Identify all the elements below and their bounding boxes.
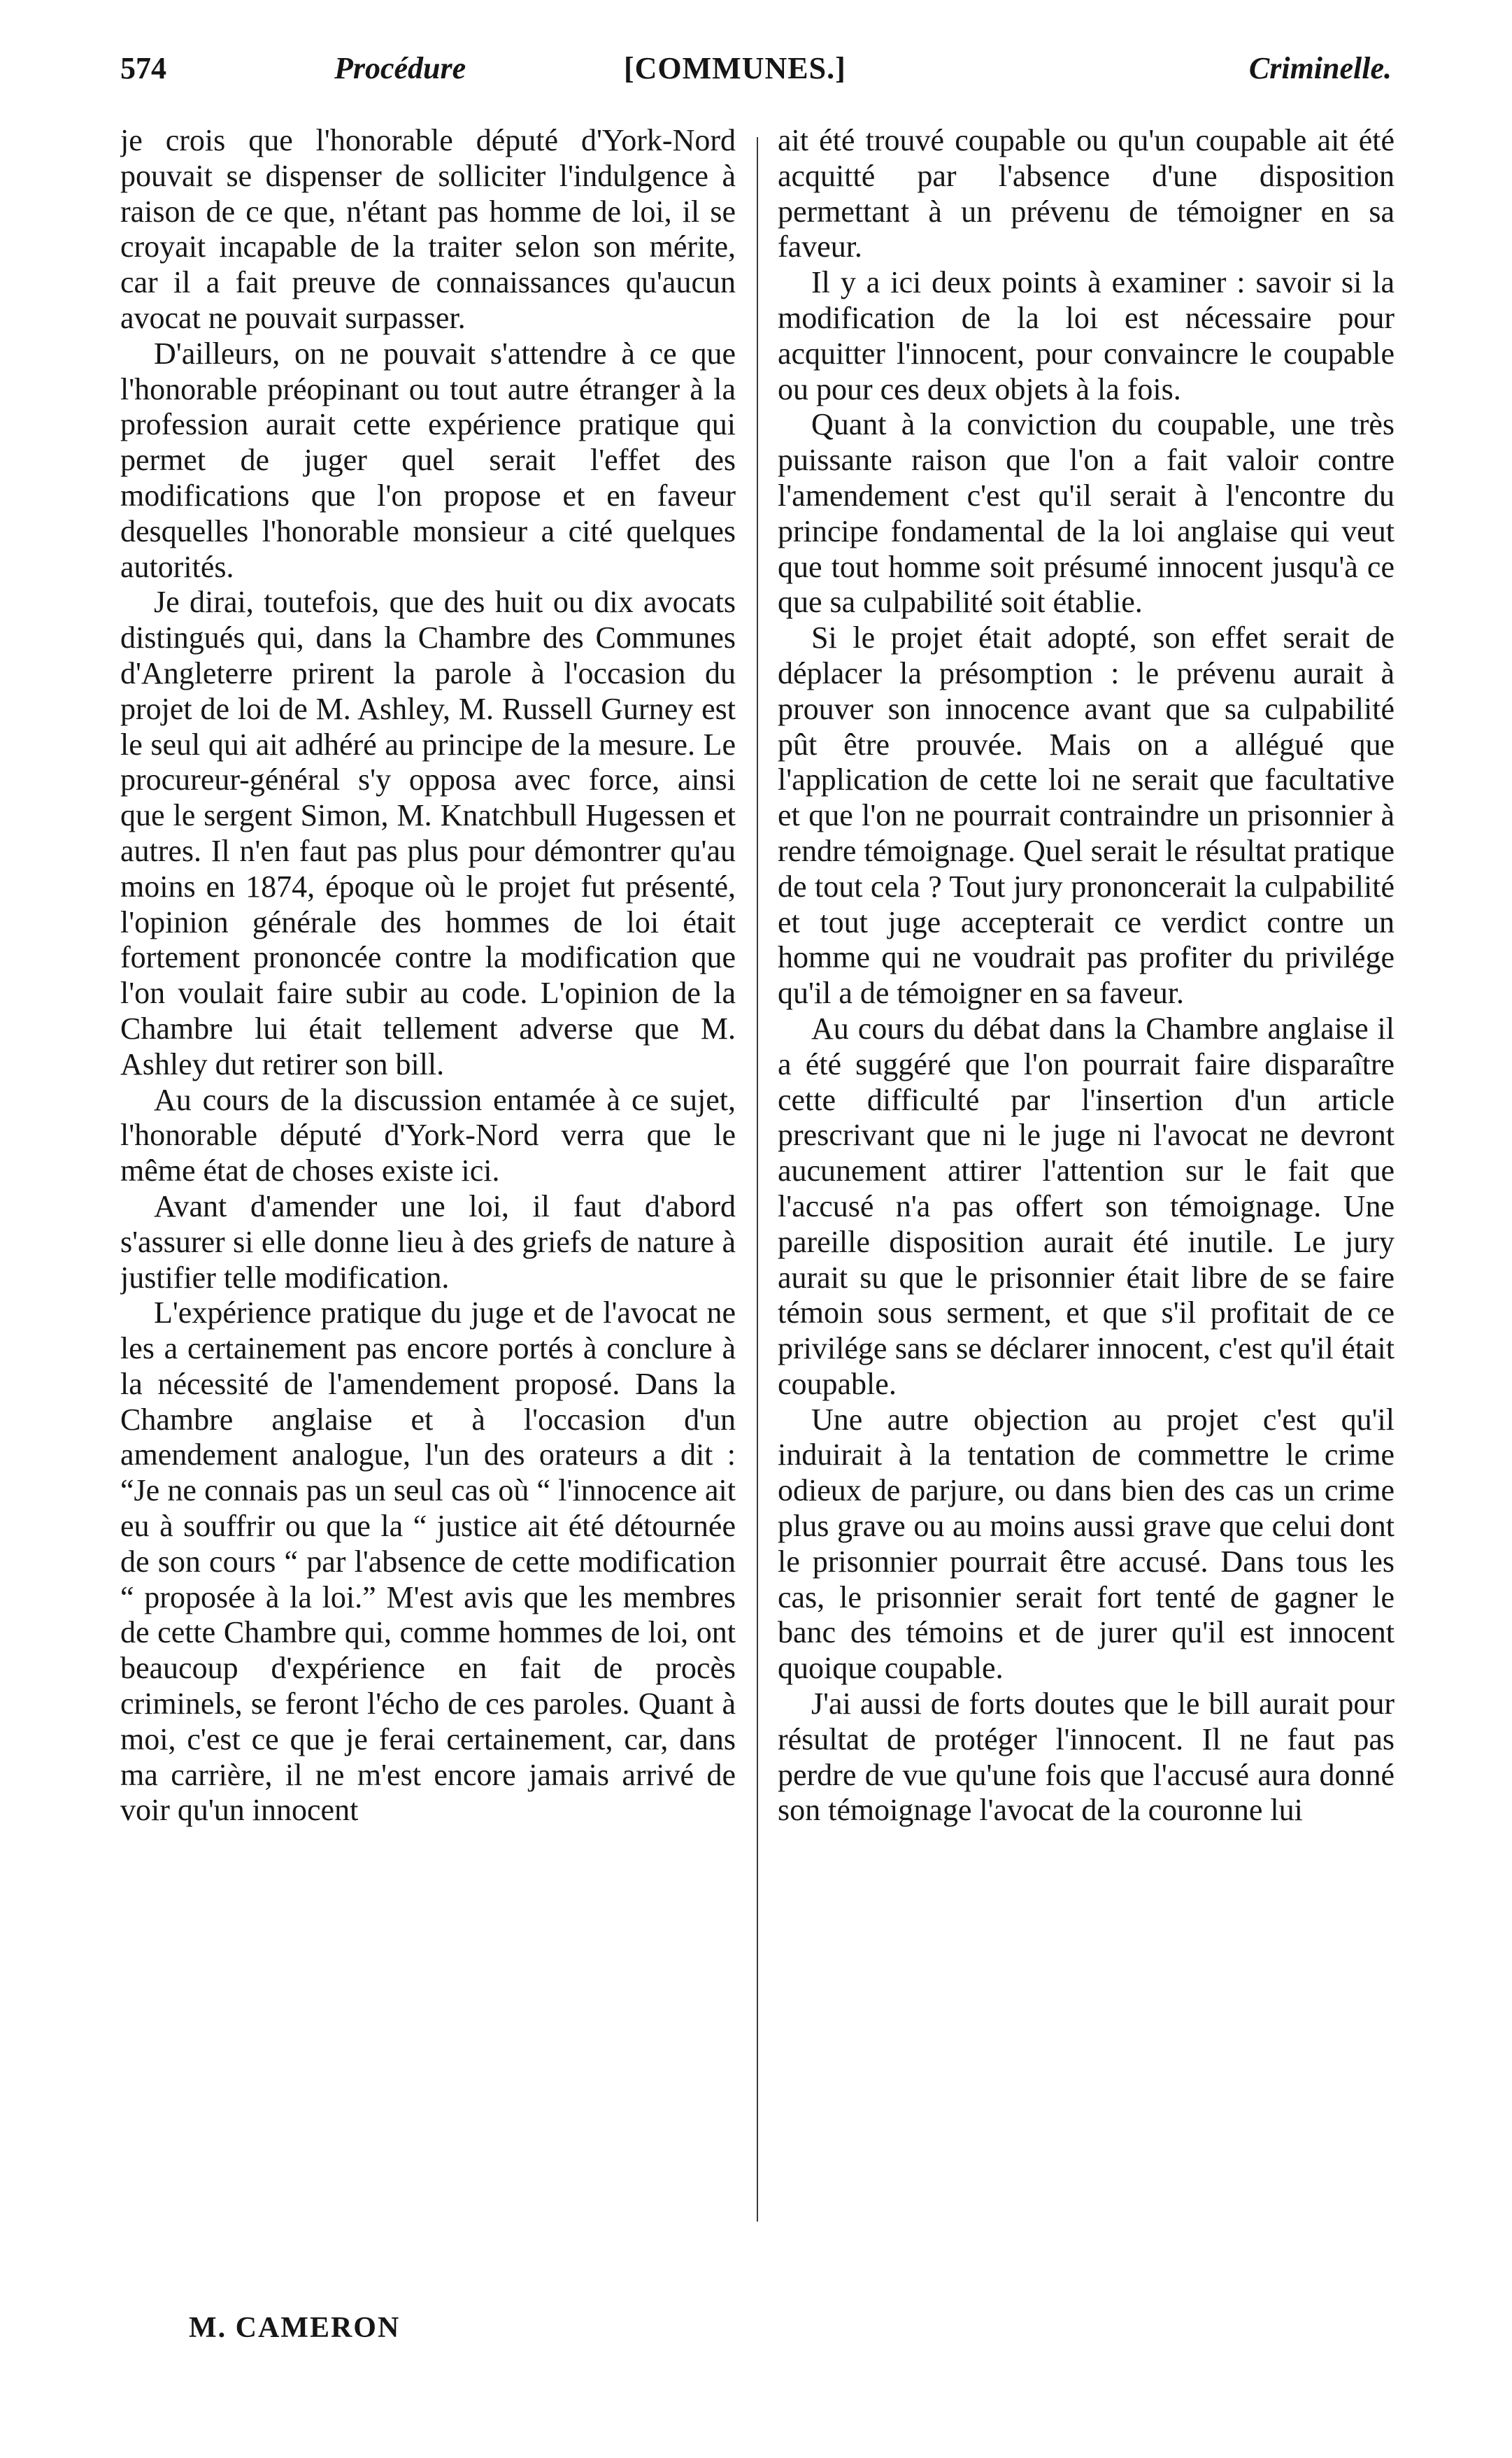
paragraph: Au cours de la discussion entamée à ce sujet, l'honorable député d'York-Nord verra que le même état de choses existe ici. [120,1082,736,1188]
header-center-title: [COMMUNES.] [624,51,846,85]
left-column [120,123,736,2222]
paragraph: Il y a ici deux points à examiner : savoir si la modification de la loi est nécessaire pour acquitter l'innocent, pour convaincre le coupable ou pour ces deux objets à la fois. [778,265,1395,406]
page-number: 574 [120,51,166,85]
paragraph: ait été trouvé coupable ou qu'un coupable ait été acquitté par l'absence d'une disposition permettant à un prévenu de témoigner en sa faveur. [778,123,1395,264]
paragraph: Si le projet était adopté, son effet serait de déplacer la présomption : le prévenu aurait à prouver son innocence avant que sa culpabilité pût être prouvée. Mais on a allégué que l'application de cette loi ne serait que facultative et que l'on ne pourrait contraindre un prisonnier à rendre témoignage. Quel serait le résultat pratique de tout cela ? Tout jury prononcerait la culpabilité et tout juge accepterait ce verdict contre un homme qui ne voudrait pas profiter du privilége qu'il a de témoigner en sa faveur. [778,620,1395,1011]
page-header [120,50,1392,99]
header-left-title: Procédure [334,51,466,85]
paragraph: Au cours du débat dans la Chambre anglaise il a été suggéré que l'on pourrait faire disparaître cette difficulté par l'insertion d'un article prescrivant que ni le juge ni l'avocat ne devront aucunement attirer l'attention sur le fait que l'accusé n'a pas offert son témoignage. Une pareille disposition aurait été inutile. Le jury aurait su que le prisonnier était libre de se faire témoin sous serment, et que s'il profitait de ce privilége sans se déclarer innocent, c'est qu'il était coupable. [778,1011,1395,1401]
paragraph: Avant d'amender une loi, il faut d'abord s'assurer si elle donne lieu à des griefs de nature à justifier telle modification. [120,1188,736,1295]
paragraph: D'ailleurs, on ne pouvait s'attendre à ce que l'honorable préopinant ou tout autre étranger à la profession aurait cette expérience pratique qui permet de juger quel serait l'effet des modifications que l'on propose et en faveur desquelles l'honorable monsieur a cité quelques autorités. [120,336,736,584]
column-divider [757,137,758,2222]
paragraph: J'ai aussi de forts doutes que le bill aurait pour résultat de protéger l'innocent. Il ne faut pas perdre de vue qu'une fois que l'accusé aura donné son témoignage l'avocat de la couronne lui [778,1686,1395,1828]
paragraph: Quant à la conviction du coupable, une très puissante raison que l'on a fait valoir contre l'amendement c'est qu'il serait à l'encontre du principe fondamental de la loi anglaise qui veut que tout homme soit présumé innocent jusqu'à ce que sa culpabilité soit établie. [778,407,1395,620]
speaker-footer: M. CAMERON [189,2312,401,2344]
right-column [778,123,1395,2222]
paragraph: Je dirai, toutefois, que des huit ou dix avocats distingués qui, dans la Chambre des Communes d'Angleterre prirent la parole à l'occasion du projet de loi de M. Ashley, M. Russell Gurney est le seul qui ait adhéré au principe de la mesure. Le procureur-général s'y opposa avec force, ainsi que le sergent Simon, M. Knatchbull Hugessen et autres. Il n'en faut pas plus pour démontrer qu'au moins en 1874, époque où le projet fut présenté, l'opinion générale des hommes de loi était fortement prononcée contre la modification que l'on voulait faire subir au code. L'opinion de la Chambre lui était tellement adverse que M. Ashley dut retirer son bill. [120,585,736,1081]
paragraph: je crois que l'honorable député d'York-Nord pouvait se dispenser de solliciter l'indulgence à raison de ce que, n'étant pas homme de loi, il se croyait incapable de la traiter selon son mérite, car il a fait preuve de connaissances qu'aucun avocat ne pouvait surpasser. [120,123,736,335]
paragraph: L'expérience pratique du juge et de l'avocat ne les a certainement pas encore portés à conclure à la nécessité de l'amendement proposé. Dans la Chambre anglaise et à l'occasion d'un amendement analogue, l'un des orateurs a dit : “Je ne connais pas un seul cas où “ l'innocence ait eu à souffrir ou que la “ justice ait été détournée de son cours “ par l'absence de cette modification “ proposée à la loi.” M'est avis que les membres de cette Chambre qui, comme hommes de loi, ont beaucoup d'expérience en fait de procès criminels, se feront l'écho de ces paroles. Quant à moi, c'est ce que je ferai certainement, car, dans ma carrière, il ne m'est encore jamais arrivé de voir qu'un innocent [120,1295,736,1828]
paragraph: Une autre objection au projet c'est qu'il induirait à la tentation de commettre le crime odieux de parjure, ou dans bien des cas un crime plus grave ou au moins aussi grave que celui dont le prisonnier pourrait être accusé. Dans tous les cas, le prisonnier serait fort tenté de gagner le banc des témoins et de jurer qu'il est innocent quoique coupable. [778,1402,1395,1686]
header-right-title: Criminelle. [1248,51,1392,85]
